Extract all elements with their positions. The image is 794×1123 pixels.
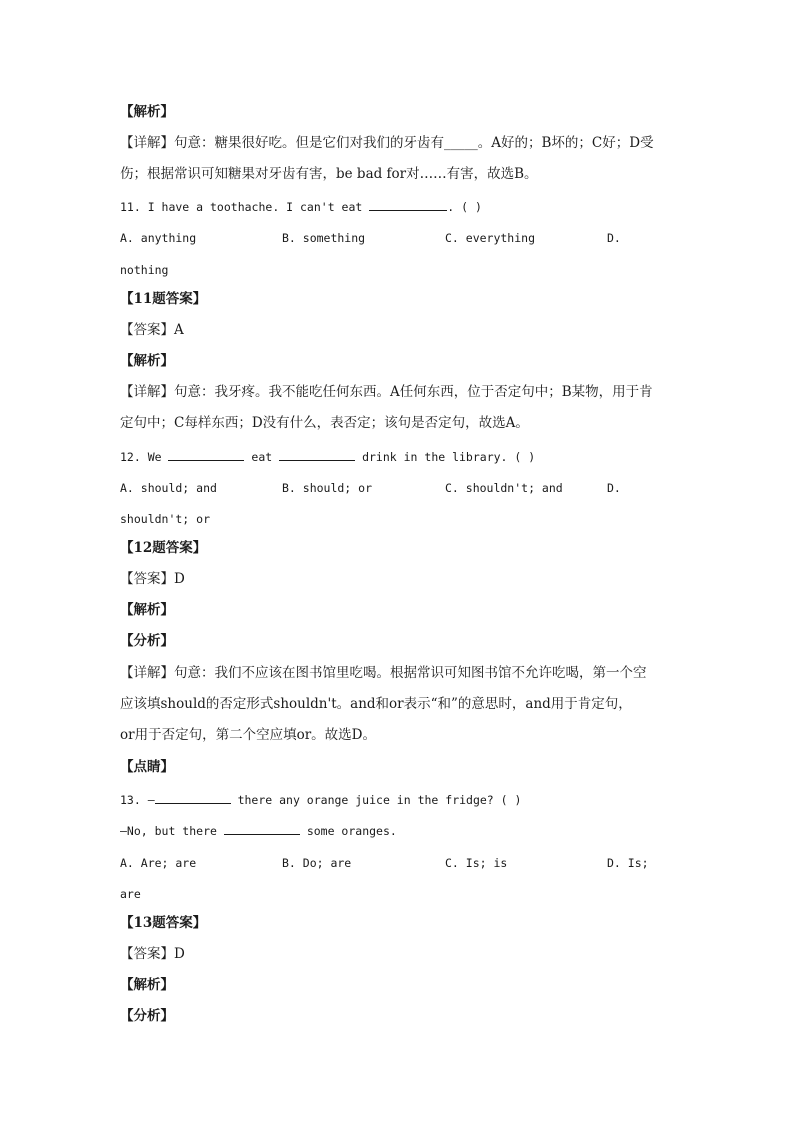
section-jiexi-heading: 【解析】: [120, 353, 174, 369]
answer-blank: [155, 791, 231, 804]
answer-heading: 【13题答案】: [120, 915, 207, 931]
option-c: C. everything: [445, 231, 536, 245]
detail-line: 定句中；C每样东西；D没有什么，表否定；该句是否定句，故选A。: [120, 415, 529, 431]
detail-line: 【详解】句意：糖果很好吃。但是它们对我们的牙齿有_____。A好的；B坏的；C好；D受: [120, 135, 654, 151]
answer-blank: [224, 822, 300, 835]
question-13-stem: 13. — there any orange juice in the fridge? ( ): [120, 793, 522, 807]
answer-blank: [168, 448, 244, 461]
option-d-continued: are: [120, 887, 141, 901]
answer-heading: 【12题答案】: [120, 540, 207, 556]
detail-line: or用于否定句，第二个空应填or。故选D。: [120, 727, 376, 743]
answer-heading: 【11题答案】: [120, 291, 207, 307]
detail-line: 【详解】句意：我们不应该在图书馆里吃喝。根据常识可知图书馆不允许吃喝，第一个空: [120, 665, 647, 681]
answer-line: 【答案】A: [120, 322, 184, 338]
option-b: B. something: [282, 231, 366, 245]
question-12-options: [120, 478, 680, 498]
question-13-options: [120, 853, 680, 873]
question-12-stem: 12. We eat drink in the library. ( ): [120, 450, 536, 464]
question-13-reply: —No, but there some oranges.: [120, 824, 397, 838]
option-a: A. should; and: [120, 481, 217, 495]
option-c: C. Is; is: [445, 856, 508, 870]
detail-line: 应该填should的否定形式shouldn't。and和or表示“和”的意思时，and用于肯定句，: [120, 696, 632, 712]
section-fenxi-heading: 【分析】: [120, 1008, 174, 1024]
section-fenxi-heading: 【分析】: [120, 633, 174, 649]
detail-line: 【详解】句意：我牙疼。我不能吃任何东西。A任何东西，位于否定句中；B某物，用于肯: [120, 384, 653, 400]
detail-line: 伤；根据常识可知糖果对牙齿有害，be bad for对……有害，故选B。: [120, 166, 538, 182]
question-11-stem: 11. I have a toothache. I can't eat . ( ): [120, 200, 482, 214]
answer-blank: [279, 448, 355, 461]
section-jiexi-heading: 【解析】: [120, 977, 174, 993]
option-d-continued: nothing: [120, 263, 169, 277]
option-b: B. should; or: [282, 481, 373, 495]
section-jiexi-heading: 【解析】: [120, 602, 174, 618]
option-d: D.: [607, 481, 621, 495]
section-dianjing-heading: 【点睛】: [120, 759, 174, 775]
option-a: A. anything: [120, 231, 197, 245]
option-d: D. Is;: [607, 856, 649, 870]
option-d: D.: [607, 231, 621, 245]
answer-line: 【答案】D: [120, 571, 185, 587]
option-c: C. shouldn't; and: [445, 481, 563, 495]
answer-line: 【答案】D: [120, 946, 185, 962]
answer-blank: [369, 198, 447, 211]
option-a: A. Are; are: [120, 856, 197, 870]
option-d-continued: shouldn't; or: [120, 512, 211, 526]
question-11-options: [120, 228, 680, 248]
option-b: B. Do; are: [282, 856, 352, 870]
section-jiexi-heading: 【解析】: [120, 104, 174, 120]
